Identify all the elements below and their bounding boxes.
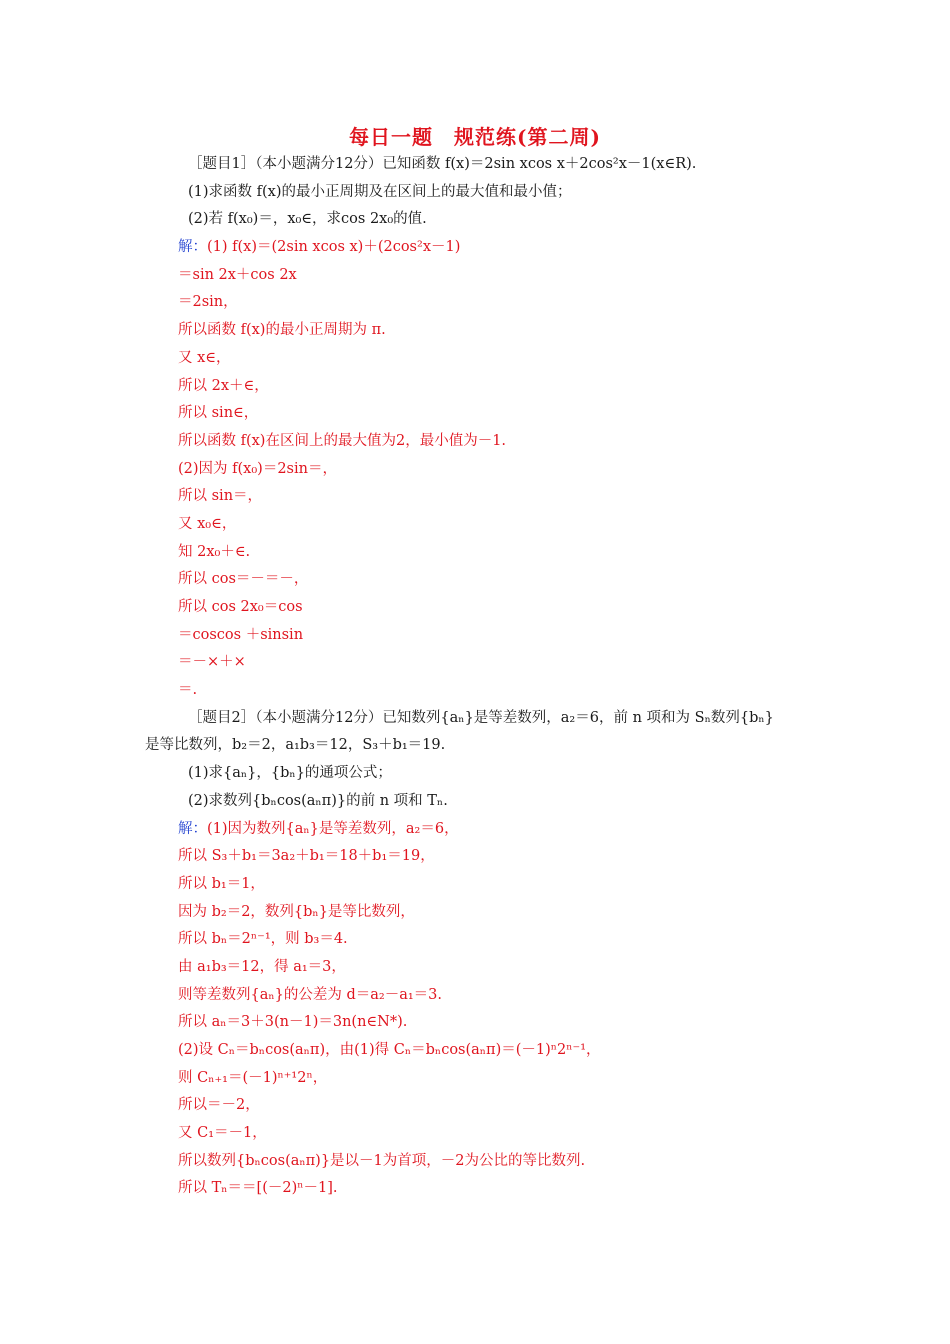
page-title: 每日一题 规范练(第二周) xyxy=(349,125,601,149)
solution-line: 所以 sin∈， xyxy=(178,405,259,422)
solution-line: 所以 Tₙ＝＝[(－2)ⁿ－1]. xyxy=(178,1180,338,1197)
solution-line: ＝2sin， xyxy=(178,294,238,311)
solution-line: (1) f(x)＝(2sin xcos x)＋(2cos²x－1) xyxy=(207,239,461,256)
solution-line: ＝coscos ＋sinsin xyxy=(178,626,304,643)
problem1-statement: ［题目1］（本小题满分12分）已知函数 f(x)＝2sin xcos x＋2cos²x－1(x∈R). xyxy=(188,156,697,172)
solution-line: 所以函数 f(x)的最小正周期为 π. xyxy=(178,322,386,339)
problem1-question-1: (1)求函数 f(x)的最小正周期及在区间上的最大值和最小值； xyxy=(188,183,572,200)
solution-line: 又 C₁＝－1， xyxy=(178,1125,267,1142)
solution-line: 所以 sin＝， xyxy=(178,488,263,505)
solution-line: 则等差数列{aₙ}的公差为 d＝a₂－a₁＝3. xyxy=(178,986,443,1003)
solution-line: ＝－×＋× xyxy=(178,654,246,671)
problem2-question-2: (2)求数列{bₙcos(aₙπ)}的前 n 项和 Tₙ. xyxy=(188,792,448,809)
problem2-solution xyxy=(0,843,950,1203)
solution-line: 所以 aₙ＝3＋3(n－1)＝3n(n∈N*). xyxy=(178,1014,408,1031)
solution-line: (2)因为 f(x₀)＝2sin＝， xyxy=(178,460,337,477)
solution-line: 所以 cos＝－＝－， xyxy=(178,571,309,588)
solution-line: 由 a₁b₃＝12，得 a₁＝3， xyxy=(178,958,346,975)
solution-line: (2)设 Cₙ＝bₙcos(aₙπ)，由(1)得 Cₙ＝bₙcos(aₙπ)＝(－1)ⁿ2ⁿ⁻¹， xyxy=(178,1042,601,1058)
solution-line: ＝. xyxy=(178,682,198,699)
problem1-solution xyxy=(0,262,950,705)
solution-line: 所以函数 f(x)在区间上的最大值为2，最小值为－1. xyxy=(178,432,507,449)
problem2-solution-header xyxy=(0,816,950,844)
solution-line: 所以 b₁＝1， xyxy=(178,875,265,892)
solution-line: 所以数列{bₙcos(aₙπ)}是以－1为首项，－2为公比的等比数列. xyxy=(178,1152,586,1169)
solution-line: 所以＝－2， xyxy=(178,1097,260,1114)
solution-label: 解： xyxy=(178,239,207,256)
solution-line: 因为 b₂＝2，数列{bₙ}是等比数列， xyxy=(178,903,415,920)
solution-line: 又 x∈， xyxy=(178,349,231,366)
problem2-question-1: (1)求{aₙ}，{bₙ}的通项公式； xyxy=(188,765,392,782)
problem2-statement-line2: 是等比数列，b₂＝2，a₁b₃＝12，S₃＋b₁＝19. xyxy=(145,737,446,754)
solution-line: (1)因为数列{aₙ}是等差数列，a₂＝6， xyxy=(207,820,459,837)
problem1-solution-header xyxy=(0,234,950,262)
solution-line: 知 2x₀＋∈. xyxy=(178,543,251,560)
document-body xyxy=(0,151,950,1203)
solution-line: 所以 cos 2x₀＝cos xyxy=(178,599,303,615)
solution-label: 解： xyxy=(178,820,207,837)
solution-line: 则 Cₙ₊₁＝(－1)ⁿ⁺¹2ⁿ， xyxy=(178,1069,328,1086)
solution-line: 所以 2x＋∈， xyxy=(178,377,269,394)
problem1-question-2: (2)若 f(x₀)＝，x₀∈，求cos 2x₀的值. xyxy=(188,211,427,228)
solution-line: 又 x₀∈， xyxy=(178,515,237,532)
solution-line: 所以 bₙ＝2ⁿ⁻¹，则 b₃＝4. xyxy=(178,931,348,948)
solution-line: ＝sin 2x＋cos 2x xyxy=(178,266,297,283)
problem2-statement-line1: ［题目2］（本小题满分12分）已知数列{aₙ}是等差数列，a₂＝6，前 n 项和为 Sₙ数列{bₙ} xyxy=(188,709,774,726)
solution-line: 所以 S₃＋b₁＝3a₂＋b₁＝18＋b₁＝19， xyxy=(178,848,435,865)
